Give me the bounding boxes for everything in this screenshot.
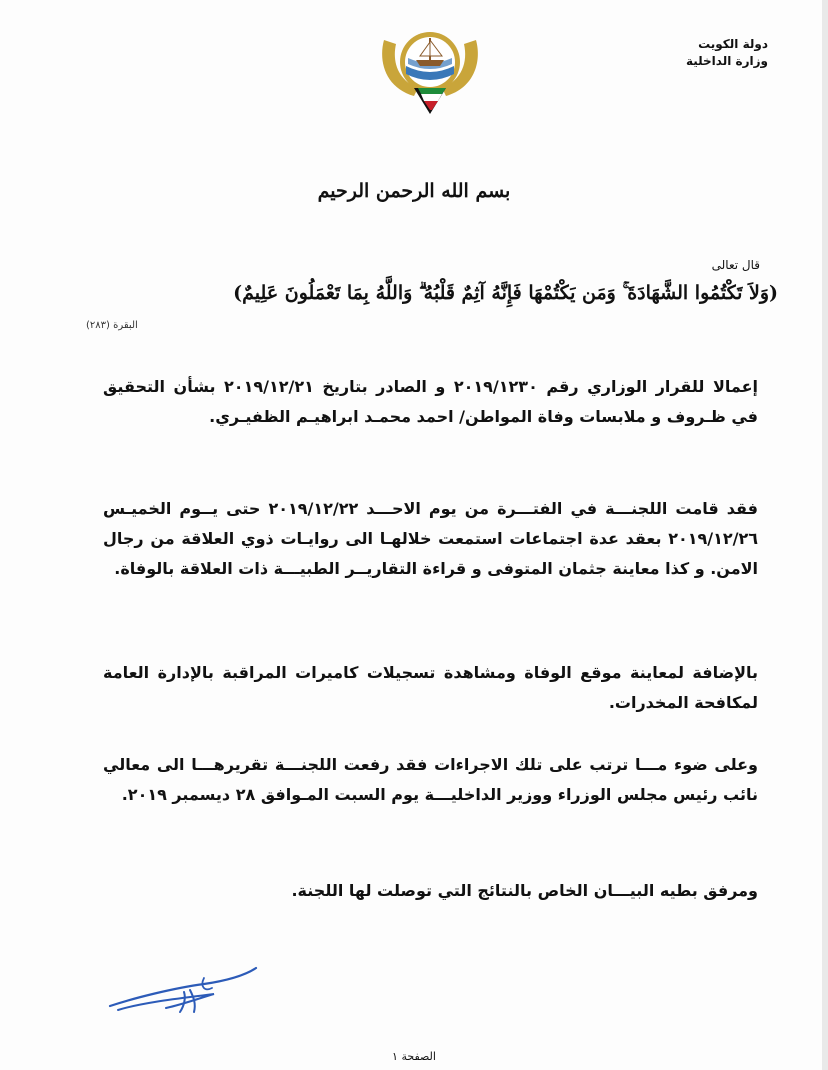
basmala: بسم الله الرحمن الرحيم: [317, 180, 511, 202]
paragraph-decree: إعمالا للقرار الوزاري رقم ٢٠١٩/١٢٣٠ و الصادر بتاريخ ٢٠١٩/١٢/٢١ بشأن التحقيق في ظـروف و ملابسات وفاة المواطن/ احمد محمـد ابراهيـم الظفيـري.: [103, 377, 759, 426]
kuwait-emblem-icon: [376, 22, 484, 118]
paragraph-committee-meetings: فقد قامت اللجنـــة في الفتـــرة من يوم الاحـــد ٢٠١٩/١٢/٢٢ حتى يــوم الخميـس ٢٠١٩/١٢/٢٦ بعقد عدة اجتماعات استمعت خلالهـا الى روايـات ذوي العلاقة من رجال الامن. و كذا معاينة جثمان المتوفى و قراءة التقاريــر الطبيـــة ذات العلاقة بالوفاة.: [103, 499, 759, 578]
signature-icon: [104, 958, 264, 1022]
quranic-verse: (وَلاَ تَكْتُمُوا الشَّهَادَةَ ۚ وَمَن يَكْتُمْهَا فَإِنَّهُ آثِمٌ قَلْبُهُ ۗ وَاللَّهُ بِمَا تَعْمَلُونَ عَلِيمٌ): [233, 282, 778, 304]
page-edge: [822, 0, 828, 1070]
country-name: دولة الكويت: [698, 37, 768, 51]
letterhead-text: [686, 36, 768, 70]
paragraph-report-submission: وعلى ضوء مـــا ترتب على تلك الاجراءات فقد رفعت اللجنـــة تقريرهـــا الى معالي نائب رئيس مجلس الوزراء ووزير الداخليـــة يوم السبت المـوافق ٢٨ ديسمبر ٢٠١٩.: [103, 755, 758, 804]
page-number: الصفحة ١: [392, 1050, 436, 1063]
ministry-name: وزارة الداخلية: [685, 54, 768, 68]
quote-intro: قال تعالى: [711, 258, 760, 272]
paragraph-attachment: ومرفق بطيه البيـــان الخاص بالنتائج التي توصلت لها اللجنة.: [291, 881, 758, 900]
verse-reference: البقرة (٢٨٣): [86, 320, 138, 331]
paragraph-site-inspection: بالإضافة لمعاينة موقع الوفاة ومشاهدة تسجيلات كاميرات المراقبة بالإدارة العامة لمكافحة المخدرات.: [103, 663, 758, 712]
